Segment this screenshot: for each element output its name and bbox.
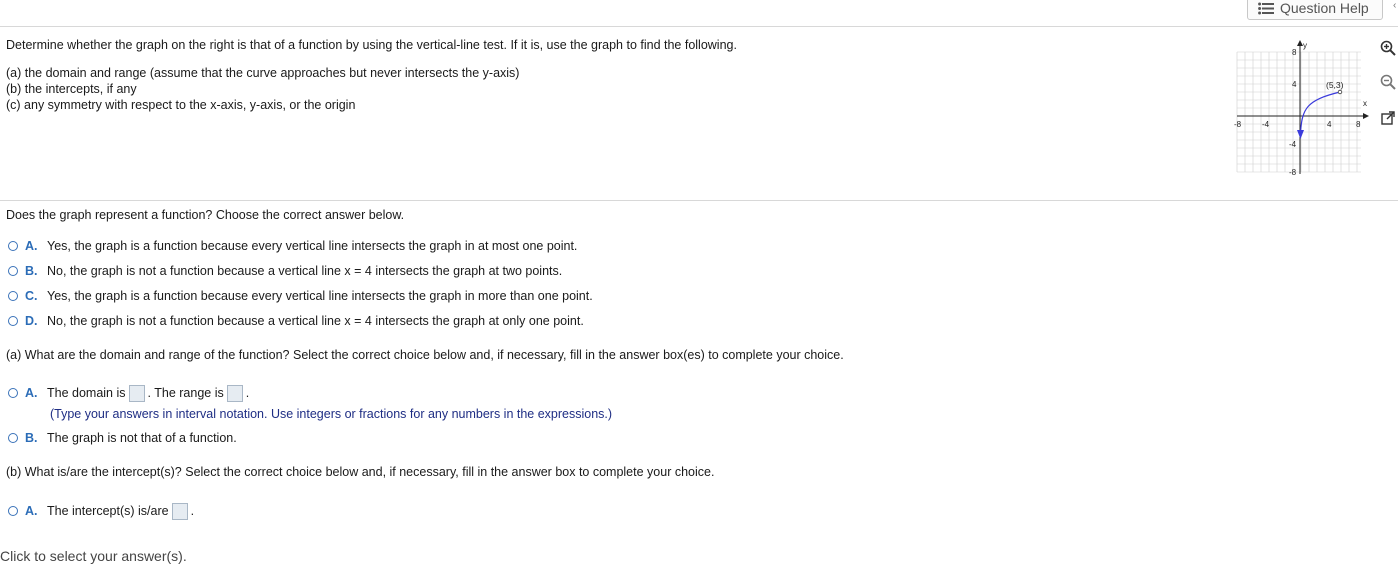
top-bar — [0, 0, 1398, 27]
part-a-question: (a) What are the domain and range of the function? Select the correct choice below and, if necessary, fill in the answer box(es) to complete your choice. — [6, 348, 844, 362]
prompt-intro: Determine whether the graph on the right is that of a function by using the vertical-line test. If it is, use the graph to find the following. — [6, 38, 737, 52]
option-suffix: . — [190, 504, 195, 518]
prompt-item-c: (c) any symmetry with respect to the x-axis, y-axis, or the origin — [6, 98, 356, 112]
option-letter: C. — [25, 289, 38, 303]
y-axis-label: y — [1303, 41, 1307, 50]
function-option-c[interactable] — [8, 287, 593, 305]
domain-hint: (Type your answers in interval notation. Use integers or fractions for any numbers in the expressions.) — [50, 407, 613, 421]
option-text: Yes, the graph is a function because every vertical line intersects the graph in more than one point. — [47, 289, 593, 303]
option-letter: A. — [25, 386, 38, 400]
option-letter: B. — [25, 431, 38, 445]
domain-option-b[interactable] — [8, 429, 237, 447]
intercept-answer-box[interactable] — [172, 503, 188, 520]
prompt-item-b: (b) the intercepts, if any — [6, 82, 137, 96]
radio-button[interactable] — [8, 241, 18, 251]
function-option-a[interactable] — [8, 237, 577, 255]
status-bar: Click to select your answer(s). — [0, 548, 187, 564]
domain-answer-box[interactable] — [129, 385, 145, 402]
radio-button[interactable] — [8, 266, 18, 276]
range-prefix: . The range is — [147, 386, 224, 400]
y-tick-neg4: -4 — [1289, 140, 1297, 149]
curve-arrow — [1297, 130, 1304, 139]
option-letter: B. — [25, 264, 38, 278]
option-text: No, the graph is not a function because a vertical line x = 4 intersects the graph at two points. — [47, 264, 563, 278]
function-graph — [1235, 38, 1367, 178]
prompt-item-a: (a) the domain and range (assume that the curve approaches but never intersects the y-axis) — [6, 66, 520, 80]
list-icon — [1258, 2, 1274, 15]
function-option-b[interactable] — [8, 262, 562, 280]
x-tick-4: 4 — [1327, 120, 1332, 129]
chevron-icon[interactable]: ‹ — [1393, 0, 1397, 11]
y-tick-neg8: -8 — [1289, 168, 1297, 177]
y-tick-8: 8 — [1292, 48, 1297, 57]
radio-button[interactable] — [8, 291, 18, 301]
intercept-prefix: The intercept(s) is/are — [47, 504, 169, 518]
range-answer-box[interactable] — [227, 385, 243, 402]
question-help-button[interactable] — [1247, 0, 1383, 20]
radio-button[interactable] — [8, 388, 18, 398]
option-suffix: . — [245, 386, 250, 400]
radio-button[interactable] — [8, 316, 18, 326]
x-tick-neg8: -8 — [1234, 120, 1242, 129]
graph-curve — [1301, 92, 1341, 133]
x-tick-8: 8 — [1356, 120, 1361, 129]
graph-point — [1338, 90, 1342, 94]
problem-prompt — [6, 37, 737, 113]
domain-option-a[interactable] — [8, 384, 249, 402]
intercept-option-a[interactable] — [8, 502, 194, 520]
option-letter: D. — [25, 314, 38, 328]
option-text: The graph is not that of a function. — [47, 431, 237, 445]
domain-prefix: The domain is — [47, 386, 126, 400]
zoom-in-icon[interactable] — [1378, 38, 1398, 58]
option-letter: A. — [25, 504, 38, 518]
y-tick-4: 4 — [1292, 80, 1297, 89]
radio-button[interactable] — [8, 506, 18, 516]
option-text: No, the graph is not a function because a vertical line x = 4 intersects the graph at only one point. — [47, 314, 584, 328]
question-help-label: Question Help — [1280, 0, 1369, 16]
graph-grid — [1237, 52, 1361, 172]
x-axis-arrow — [1363, 113, 1369, 119]
option-letter: A. — [25, 239, 38, 253]
radio-button[interactable] — [8, 433, 18, 443]
x-axis-label: x — [1363, 99, 1367, 108]
option-text: Yes, the graph is a function because every vertical line intersects the graph in at most one point. — [47, 239, 578, 253]
function-question: Does the graph represent a function? Choose the correct answer below. — [6, 208, 405, 222]
function-option-d[interactable] — [8, 312, 584, 330]
popout-icon[interactable] — [1378, 108, 1398, 128]
point-label: (5,3) — [1326, 80, 1344, 90]
part-b-question: (b) What is/are the intercept(s)? Select the correct choice below and, if necessary, fill in the answer box to complete your choice. — [6, 465, 715, 479]
x-tick-neg4: -4 — [1262, 120, 1270, 129]
section-divider — [0, 200, 1398, 201]
zoom-out-icon[interactable] — [1378, 72, 1398, 92]
